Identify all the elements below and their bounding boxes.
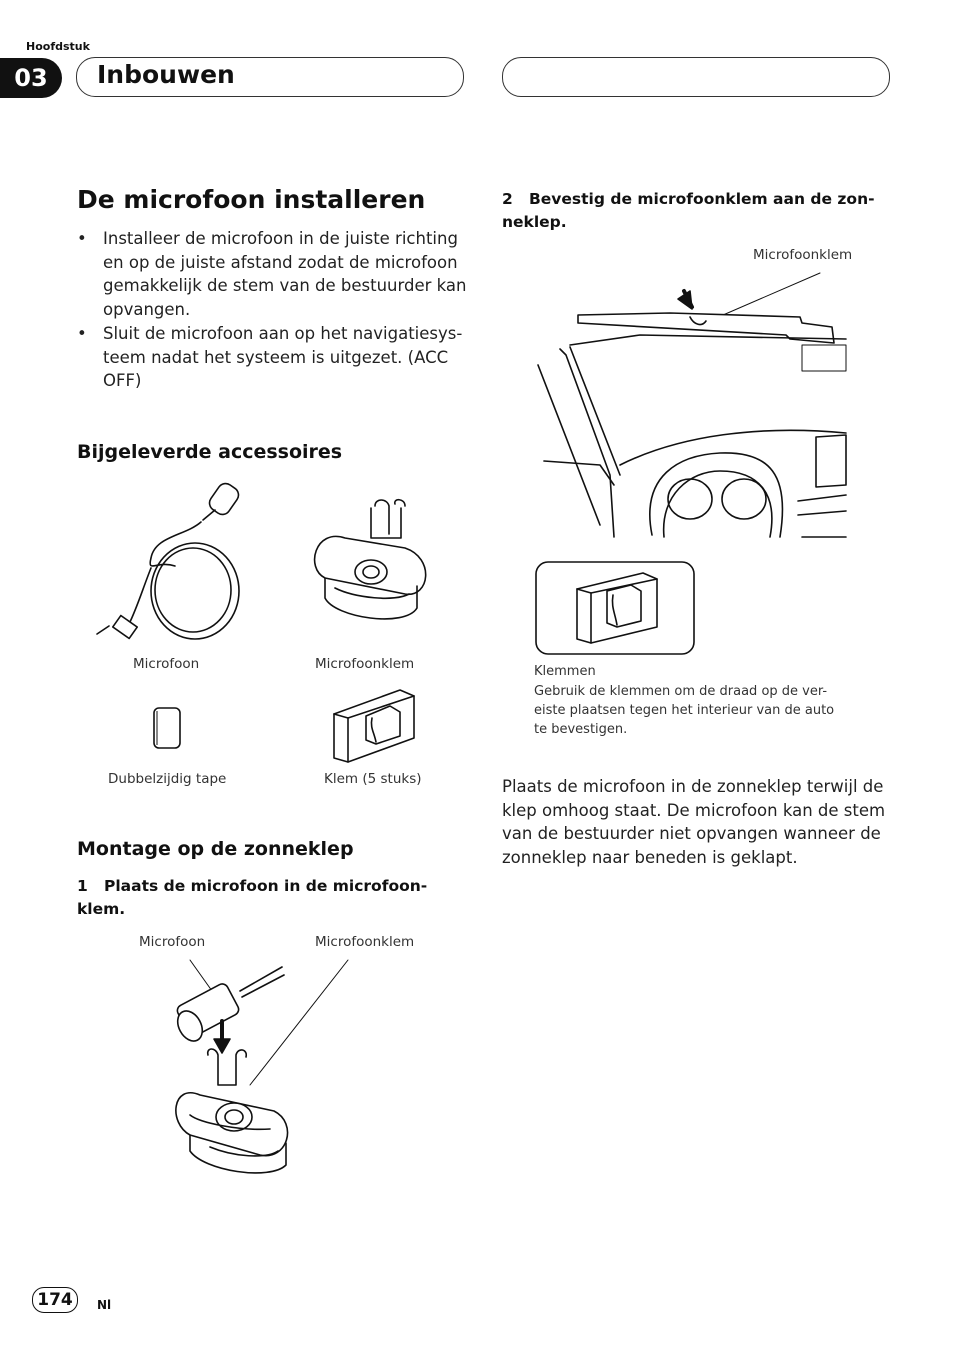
clamp-illustration	[330, 688, 420, 768]
accessory-caption: Microfoon	[133, 656, 200, 672]
bullet-dot: •	[77, 229, 87, 248]
chapter-number: 03	[0, 58, 62, 98]
step-1: 1 Plaats de microfoon in de microfoon-klem.	[77, 877, 428, 918]
sun-visor-illustration	[530, 265, 850, 545]
bullet-item	[77, 227, 467, 323]
callout-label: Microfoon	[139, 934, 206, 950]
accessories-title: Bijgeleverde accessoires	[77, 441, 343, 463]
clamps-note: Gebruik de klemmen om de draad op de ver-eiste plaatsen tegen het interieur van de auto te bevestigen.	[534, 684, 835, 737]
callout-label: Microfoonklem	[315, 934, 415, 950]
section-title: De microfoon installeren	[77, 185, 426, 214]
accessory-caption: Dubbelzijdig tape	[108, 771, 227, 787]
bullet-item	[77, 322, 467, 394]
microphone-illustration	[85, 478, 255, 648]
mounting-paragraph: Plaats de microfoon in de zonneklep terwijl de klep omhoog staat. De microfoon kan de stem van de bestuurder niet opvangen wanneer de zonneklep naar beneden is geklapt.	[502, 777, 886, 867]
bullet-text: Sluit de microfoon aan op het navigatiesys-teem nadat het systeem is uitgezet. (ACC OFF)	[103, 324, 463, 390]
accessory-caption: Microfoonklem	[315, 656, 415, 672]
accessory-caption: Klem (5 stuks)	[324, 771, 422, 787]
mic-into-clip-illustration	[170, 955, 430, 1185]
bullet-text: Installeer de microfoon in de juiste richting en op de juiste afstand zodat de microfoon gemakkelijk de stem van de bestuurder kan opvangen.	[103, 229, 467, 319]
page-number: 174	[32, 1287, 78, 1313]
mounting-title: Montage op de zonneklep	[77, 838, 354, 860]
clamps-inset-illustration	[535, 561, 697, 657]
chapter-title: Inbouwen	[97, 60, 235, 89]
callout-label: Microfoonklem	[753, 247, 853, 263]
chapter-label: Hoofdstuk	[26, 40, 90, 53]
clamps-title: Klemmen	[534, 664, 596, 679]
chapter-title-frame-right	[502, 57, 890, 97]
bullet-dot: •	[77, 324, 87, 343]
double-sided-tape-illustration	[150, 705, 184, 751]
language-code: Nl	[97, 1298, 112, 1312]
step-2: 2 Bevestig de microfoonklem aan de zon-neklep.	[502, 190, 875, 231]
microphone-clip-illustration	[305, 498, 430, 638]
